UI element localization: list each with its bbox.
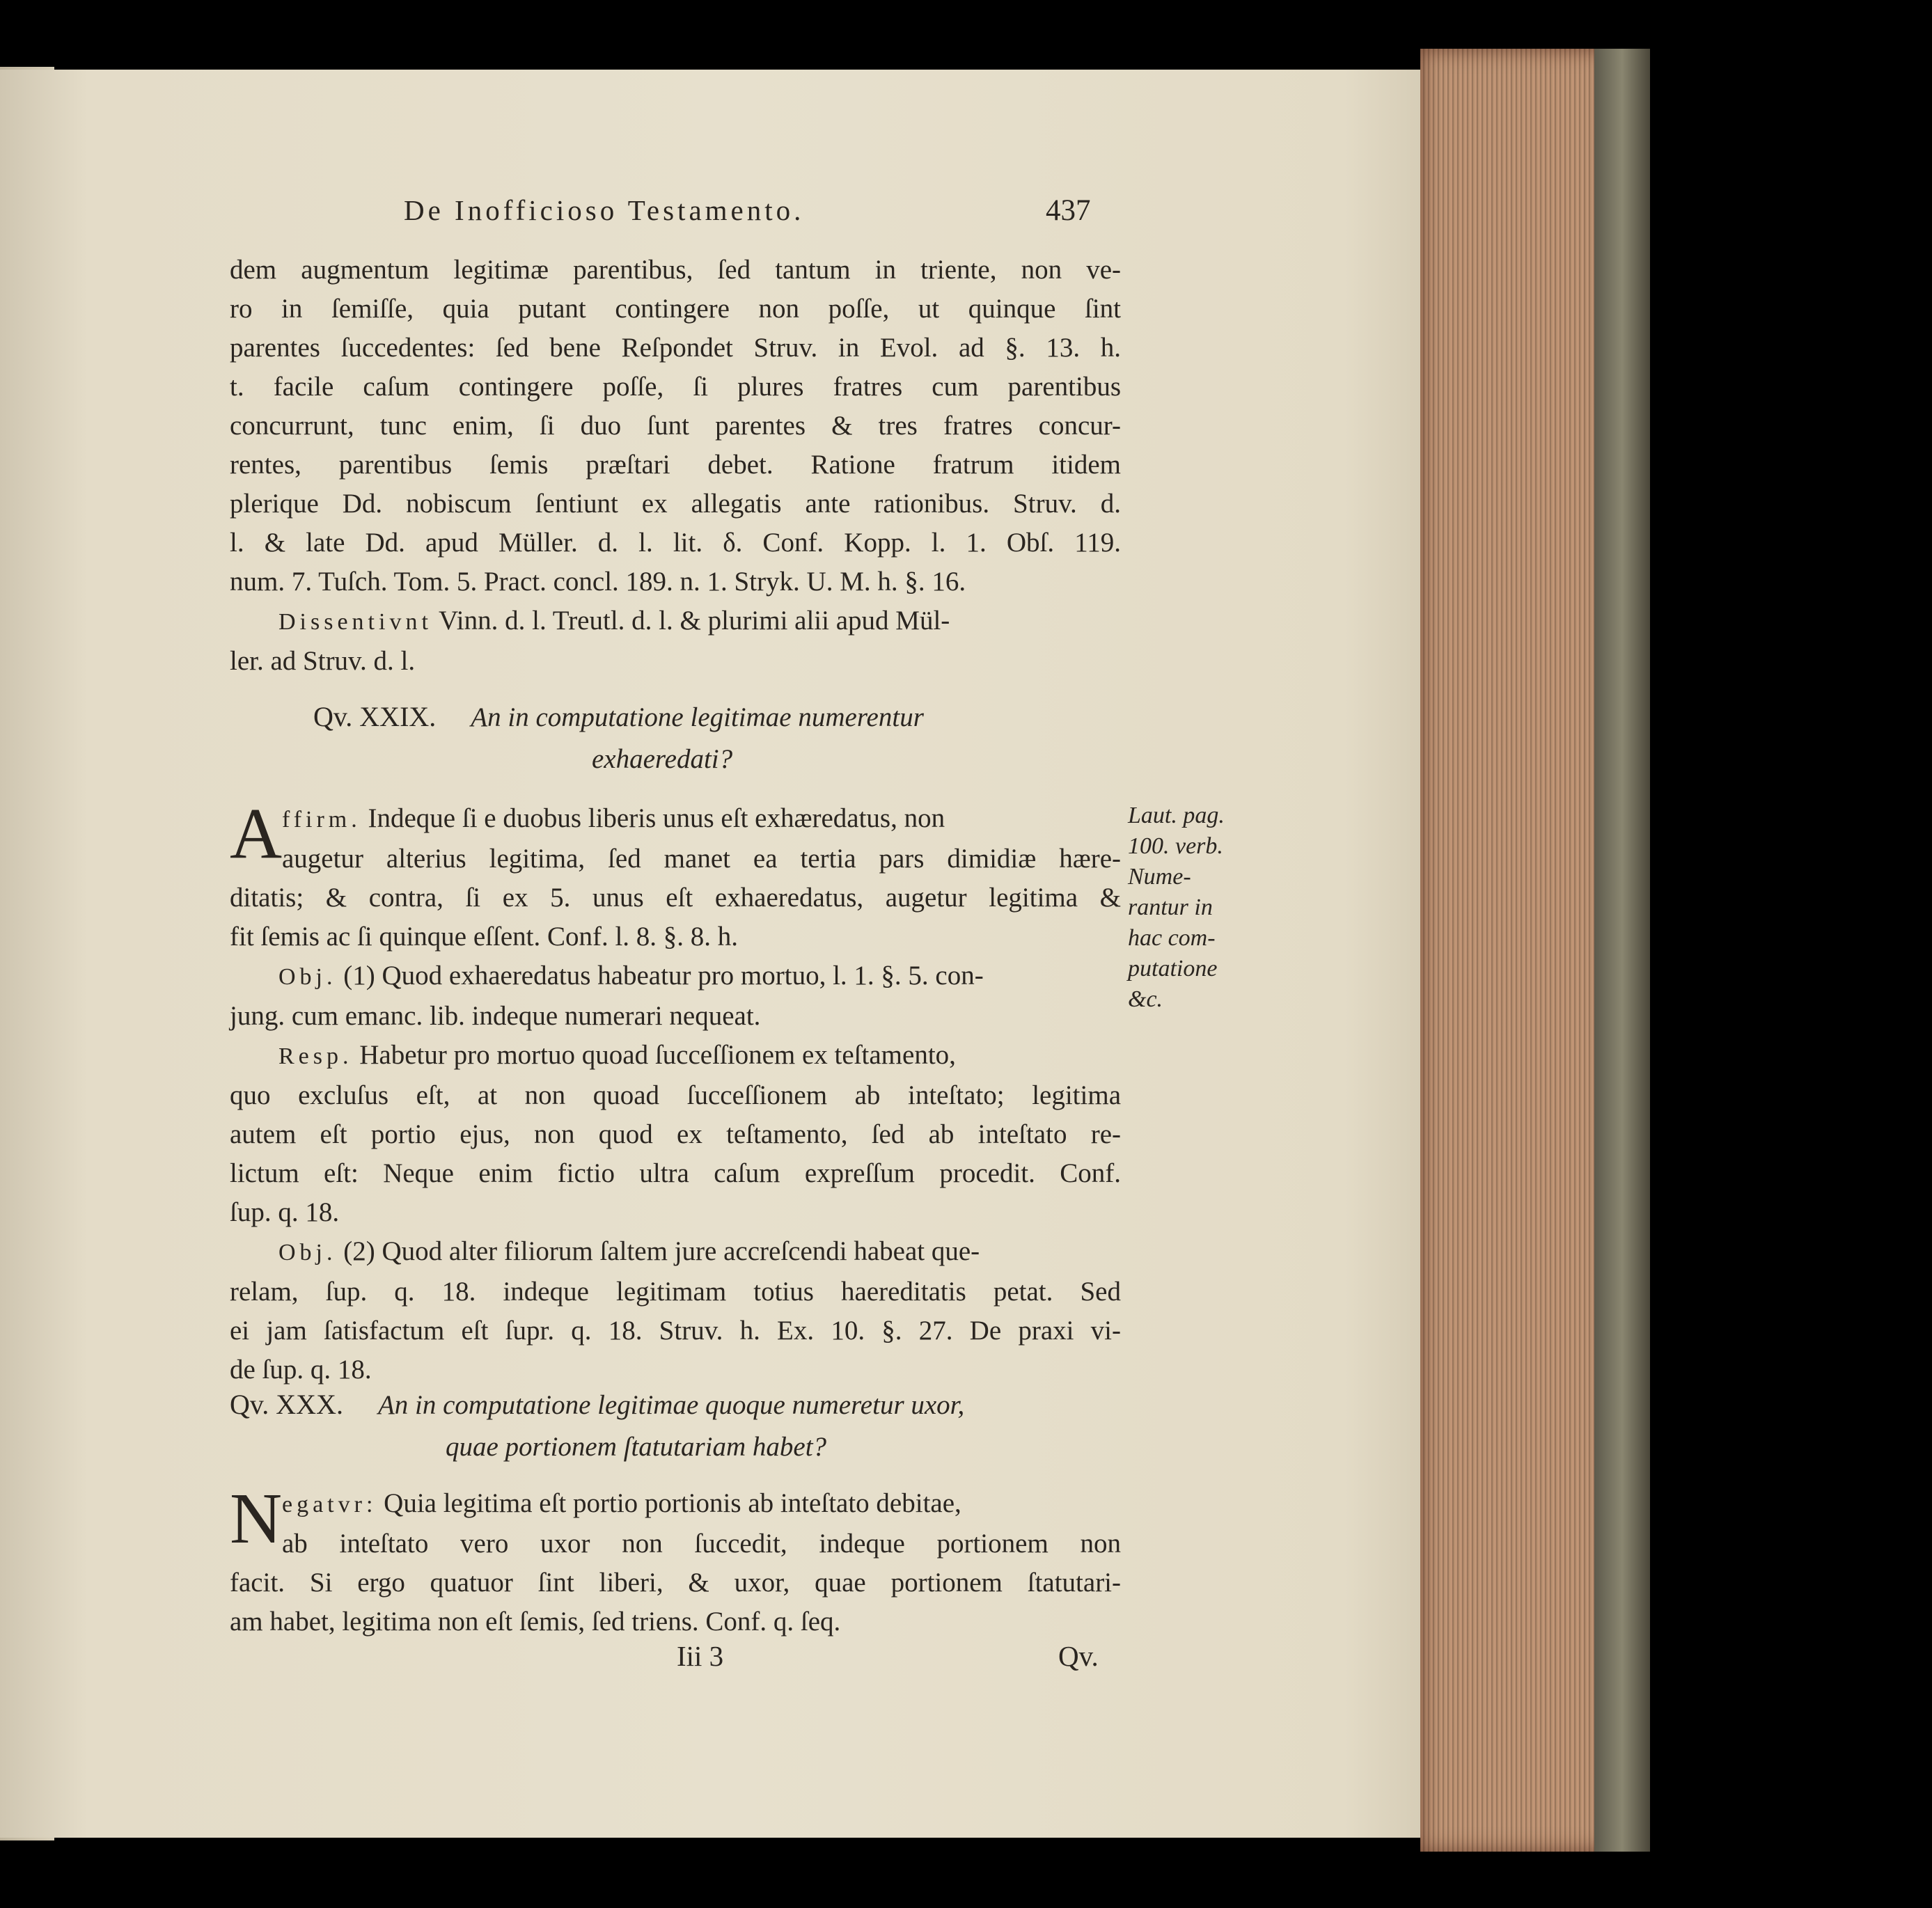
small-caps-lead: Resp. (278, 1043, 353, 1069)
text-line: lictum eſt: Neque enim fictio ultra caſum expreſſum procedit. Conf. (230, 1158, 1121, 1188)
text-line: parentes ſuccedentes: ſed bene Reſpondet Struv. in Evol. ad §. 13. h. (230, 333, 1121, 363)
small-caps-lead: egatvr: (282, 1492, 377, 1517)
margin-note-line: Laut. pag. (1128, 803, 1225, 828)
text-line: facit. Si ergo quatuor ſint liberi, & uxor, quae portionem ſtatutari- (230, 1568, 1121, 1598)
margin-note-line: 100. verb. (1128, 833, 1223, 859)
book-cover-edge (1594, 49, 1650, 1852)
text-line (230, 956, 1121, 997)
text-line (230, 1232, 1121, 1272)
question-label: Qv. XXIX. (313, 701, 437, 732)
question-title: An in computatione legitimae quoque numeretur uxor, (377, 1390, 965, 1420)
signature-mark: Iii 3 (677, 1640, 724, 1672)
drop-cap: A (230, 794, 283, 874)
text-line: ſup. q. 18. (230, 1197, 340, 1227)
text-line: quo excluſus eſt, at non quoad ſucceſſionem ab inteſtato; legitima (230, 1080, 1121, 1110)
drop-cap: N (230, 1479, 283, 1559)
answer-paragraph (230, 794, 1121, 1389)
text-line: ditatis; & contra, ſi ex 5. unus eſt exhaeredatus, augetur legitima & (230, 883, 1121, 913)
text-run: Quia legitima eſt portio portionis ab inteſtato debitae, (377, 1488, 961, 1518)
text-line: l. & late Dd. apud Müller. d. l. lit. δ. Conf. Kopp. l. 1. Obſ. 119. (230, 528, 1121, 558)
text-line: ler. ad Struv. d. l. (230, 646, 416, 676)
text-run: Habetur pro mortuo quoad ſucceſſionem ex teſtamento, (352, 1040, 956, 1070)
small-caps-lead: Obj. (278, 964, 337, 990)
text-line: dem augmentum legitimæ parentibus, ſed tantum in triente, non ve- (230, 255, 1121, 285)
text-run: Indeque ſi e duobus liberis unus eſt exhæredatus, non (361, 803, 945, 833)
text-line: concurrunt, tunc enim, ſi duo ſunt parentes & tres fratres concur- (230, 411, 1121, 441)
catchword: Qv. (1058, 1640, 1099, 1672)
text-line: rentes, parentibus ſemis præſtari debet. Ratione fratrum itidem (230, 450, 1121, 480)
text-line: autem eſt portio ejus, non quod ex teſtamento, ſed ab inteſtato re- (230, 1119, 1121, 1149)
text-line: plerique Dd. nobiscum ſentiunt ex allegatis ante rationibus. Struv. d. (230, 489, 1121, 519)
margin-note-line: &c. (1128, 986, 1163, 1012)
margin-note-line: putatione (1128, 956, 1218, 981)
question-title: quae portionem ſtatutariam habet? (446, 1432, 827, 1462)
running-head: De Inofficioso Testamento. (404, 194, 805, 226)
question-heading (313, 697, 924, 737)
question-title: An in computatione legitimae numerentur (471, 702, 924, 732)
marginal-note (1128, 801, 1246, 1015)
small-caps-lead: Dissentivnt (278, 609, 432, 635)
text-line: augetur alterius legitima, ſed manet ea tertia pars dimidiæ hære- (282, 844, 1121, 874)
page-fore-edge (1420, 49, 1608, 1852)
text-line (230, 1036, 1121, 1076)
margin-note-line: Nume- (1128, 864, 1191, 890)
text-line: fit ſemis ac ſi quinque eſſent. Conf. l. 8. §. 8. h. (230, 922, 739, 952)
margin-note-line: rantur in (1128, 894, 1213, 920)
question-label: Qv. XXX. (230, 1389, 343, 1420)
small-caps-lead: ffirm. (282, 807, 361, 833)
small-caps-lead: Obj. (278, 1240, 337, 1266)
text-line: am habet, legitima non eſt ſemis, ſed triens. Conf. q. ſeq. (230, 1607, 841, 1637)
text-line: ei jam ſatisfactum eſt ſupr. q. 18. Struv. h. Ex. 10. §. 27. De praxi vi- (230, 1316, 1121, 1346)
text-line: ab inteſtato vero uxor non ſuccedit, indeque portionem non (282, 1529, 1121, 1559)
text-line (230, 799, 1121, 839)
page-number: 437 (1046, 194, 1091, 227)
question-title: exhaeredati? (592, 744, 733, 774)
margin-note-line: hac com- (1128, 925, 1216, 951)
text-line: de ſup. q. 18. (230, 1355, 372, 1385)
text-line: num. 7. Tuſch. Tom. 5. Pract. concl. 189. n. 1. Stryk. U. M. h. §. 16. (230, 567, 966, 597)
text-line (230, 601, 1121, 642)
answer-paragraph (230, 1479, 1121, 1641)
text-line (230, 1484, 1121, 1524)
question-heading-cont (592, 739, 732, 779)
text-line: jung. cum emanc. lib. indeque numerari nequeat. (230, 1001, 761, 1031)
question-heading (230, 1385, 964, 1425)
text-run: (2) Quod alter filiorum ſaltem jure accreſcendi habeat que- (336, 1236, 980, 1266)
text-run: Vinn. d. l. Treutl. d. l. & plurimi alii apud Mül- (432, 606, 950, 636)
question-heading-cont (446, 1427, 826, 1467)
text-run: (1) Quod exhaeredatus habeatur pro mortuo, l. 1. §. 5. con- (336, 961, 984, 991)
paragraph-continued (230, 251, 1121, 681)
text-line: t. facile caſum contingere poſſe, ſi plures fratres cum parentibus (230, 372, 1121, 402)
text-line: ro in ſemiſſe, quia putant contingere non poſſe, ut quinque ſint (230, 294, 1121, 324)
text-line: relam, ſup. q. 18. indeque legitimam totius haereditatis petat. Sed (230, 1277, 1121, 1307)
